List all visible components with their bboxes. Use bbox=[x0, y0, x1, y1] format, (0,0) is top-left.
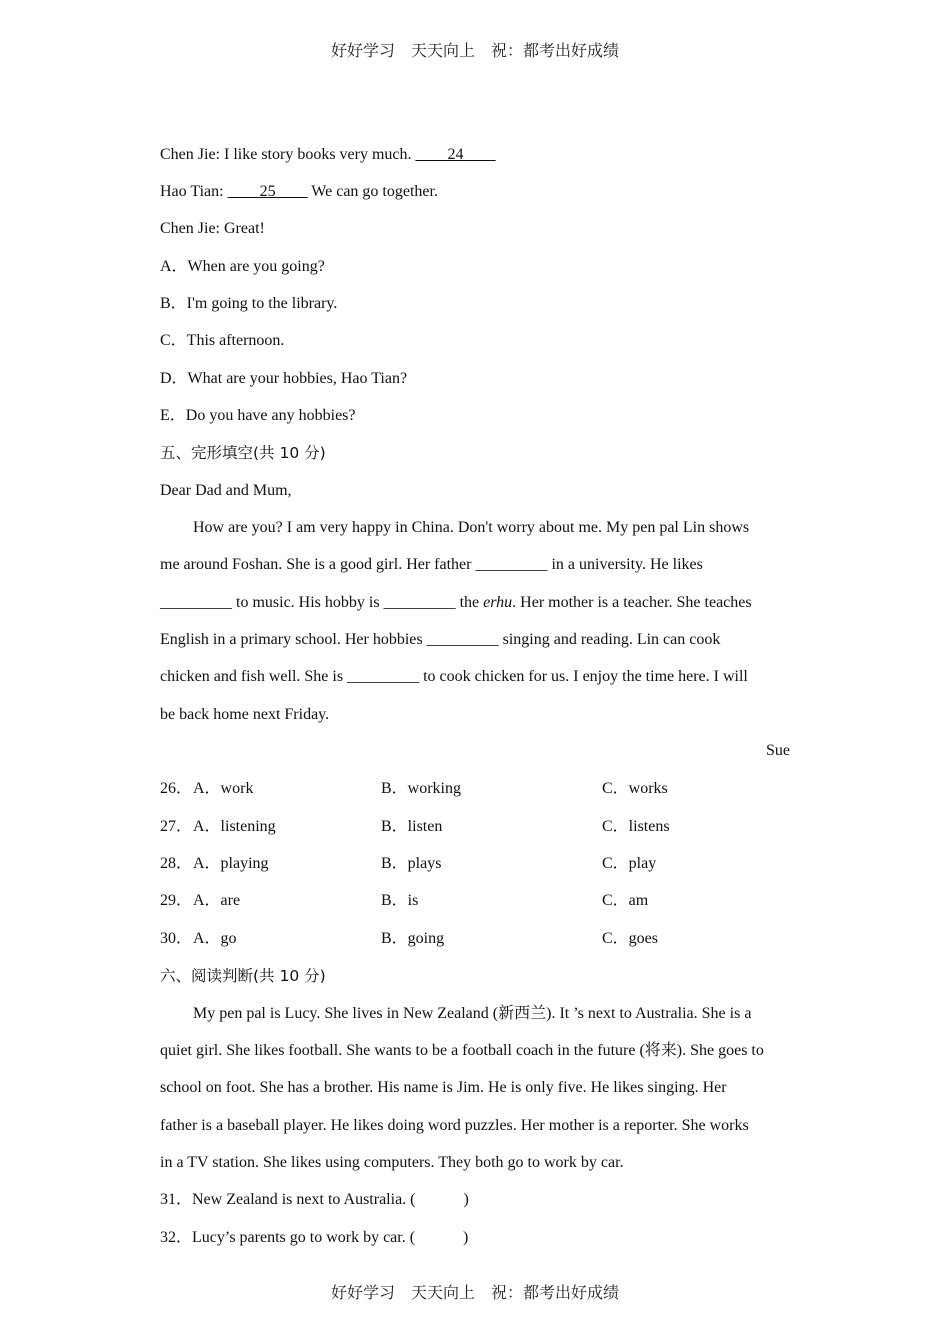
reading-line-4: father is a baseball player. He likes doing word puzzles. Her mother is a reporter. She works bbox=[160, 1117, 749, 1134]
letter-line-1: How are you? I am very happy in China. Don't worry about me. My pen pal Lin shows bbox=[193, 519, 750, 536]
question-32: 32．Lucy’s parents go to work by car. ( ) bbox=[160, 1229, 469, 1246]
option-a: A．playing bbox=[193, 855, 269, 872]
letter-line-5: chicken and fish well. She is _________ to cook chicken for us. I enjoy the time here. I will bbox=[160, 668, 748, 685]
question-31: 31．New Zealand is next to Australia. ( ) bbox=[160, 1191, 469, 1208]
dialogue-text: Hao Tian: bbox=[160, 183, 228, 200]
option-b: B．going bbox=[381, 930, 445, 947]
page-footer: 好好学习 天天向上 祝：都考出好成绩 bbox=[330, 1283, 619, 1302]
erhu-word: erhu bbox=[483, 594, 513, 611]
letter-line-6: be back home next Friday. bbox=[160, 706, 330, 723]
option-a: A．work bbox=[193, 780, 254, 797]
dialogue-option-c: C．This afternoon. bbox=[160, 332, 285, 349]
question-number: 29． bbox=[160, 892, 193, 909]
option-a: A．are bbox=[193, 892, 241, 909]
dialogue-text: Chen Jie: I like story books very much. bbox=[160, 146, 416, 163]
question-number: 27． bbox=[160, 818, 193, 835]
option-b: B．listen bbox=[381, 818, 443, 835]
question-number: 26． bbox=[160, 780, 193, 797]
reading-line-1: My pen pal is Lucy. She lives in New Zealand (新西兰). It ’s next to Australia. She is a bbox=[193, 1005, 752, 1022]
dialogue-option-b: B．I'm going to the library. bbox=[160, 295, 338, 312]
reading-line-3: school on foot. She has a brother. His name is Jim. He is only five. He likes singing. Her bbox=[160, 1079, 727, 1096]
reading-line-2: quiet girl. She likes football. She wants to be a football coach in the future (将来). She goes to bbox=[160, 1042, 764, 1059]
option-b: B．plays bbox=[381, 855, 442, 872]
section6-title: 六、阅读判断(共 10 分) bbox=[160, 967, 326, 985]
letter-line-2: me around Foshan. She is a good girl. Her father _________ in a university. He likes bbox=[160, 556, 703, 573]
letter-line-3 bbox=[160, 593, 752, 613]
dialogue-option-e: E．Do you have any hobbies? bbox=[160, 407, 356, 424]
letter-salutation: Dear Dad and Mum, bbox=[160, 482, 292, 499]
letter-text: _________ to music. His hobby is _________ the bbox=[160, 594, 484, 611]
option-b: B．working bbox=[381, 780, 462, 797]
option-c: C．works bbox=[602, 780, 668, 797]
section5-title: 五、完形填空(共 10 分) bbox=[160, 444, 326, 462]
page-header: 好好学习 天天向上 祝：都考出好成绩 bbox=[330, 41, 619, 60]
letter-signature: Sue bbox=[766, 742, 790, 759]
dialogue-line-1 bbox=[160, 145, 496, 165]
blank-25: ____25____ bbox=[227, 183, 308, 200]
option-c: C．am bbox=[602, 892, 649, 909]
option-a: A．go bbox=[193, 930, 237, 947]
blank-24: ____24____ bbox=[415, 146, 496, 163]
question-number: 28． bbox=[160, 855, 193, 872]
dialogue-line-2 bbox=[160, 182, 438, 202]
letter-text: . Her mother is a teacher. She teaches bbox=[512, 594, 752, 611]
dialogue-line-3 bbox=[160, 219, 265, 239]
option-c: C．goes bbox=[602, 930, 659, 947]
dialogue-text: We can go together. bbox=[307, 183, 438, 200]
reading-line-5: in a TV station. She likes using computers. They both go to work by car. bbox=[160, 1154, 624, 1171]
dialogue-option-a: A．When are you going? bbox=[160, 258, 325, 275]
dialogue-text: Chen Jie: Great! bbox=[160, 220, 265, 237]
option-c: C．listens bbox=[602, 818, 670, 835]
option-b: B．is bbox=[381, 892, 419, 909]
question-number: 30． bbox=[160, 930, 193, 947]
letter-line-4: English in a primary school. Her hobbies _________ singing and reading. Lin can cook bbox=[160, 631, 721, 648]
option-a: A．listening bbox=[193, 818, 276, 835]
dialogue-option-d: D．What are your hobbies, Hao Tian? bbox=[160, 370, 408, 387]
option-c: C．play bbox=[602, 855, 657, 872]
